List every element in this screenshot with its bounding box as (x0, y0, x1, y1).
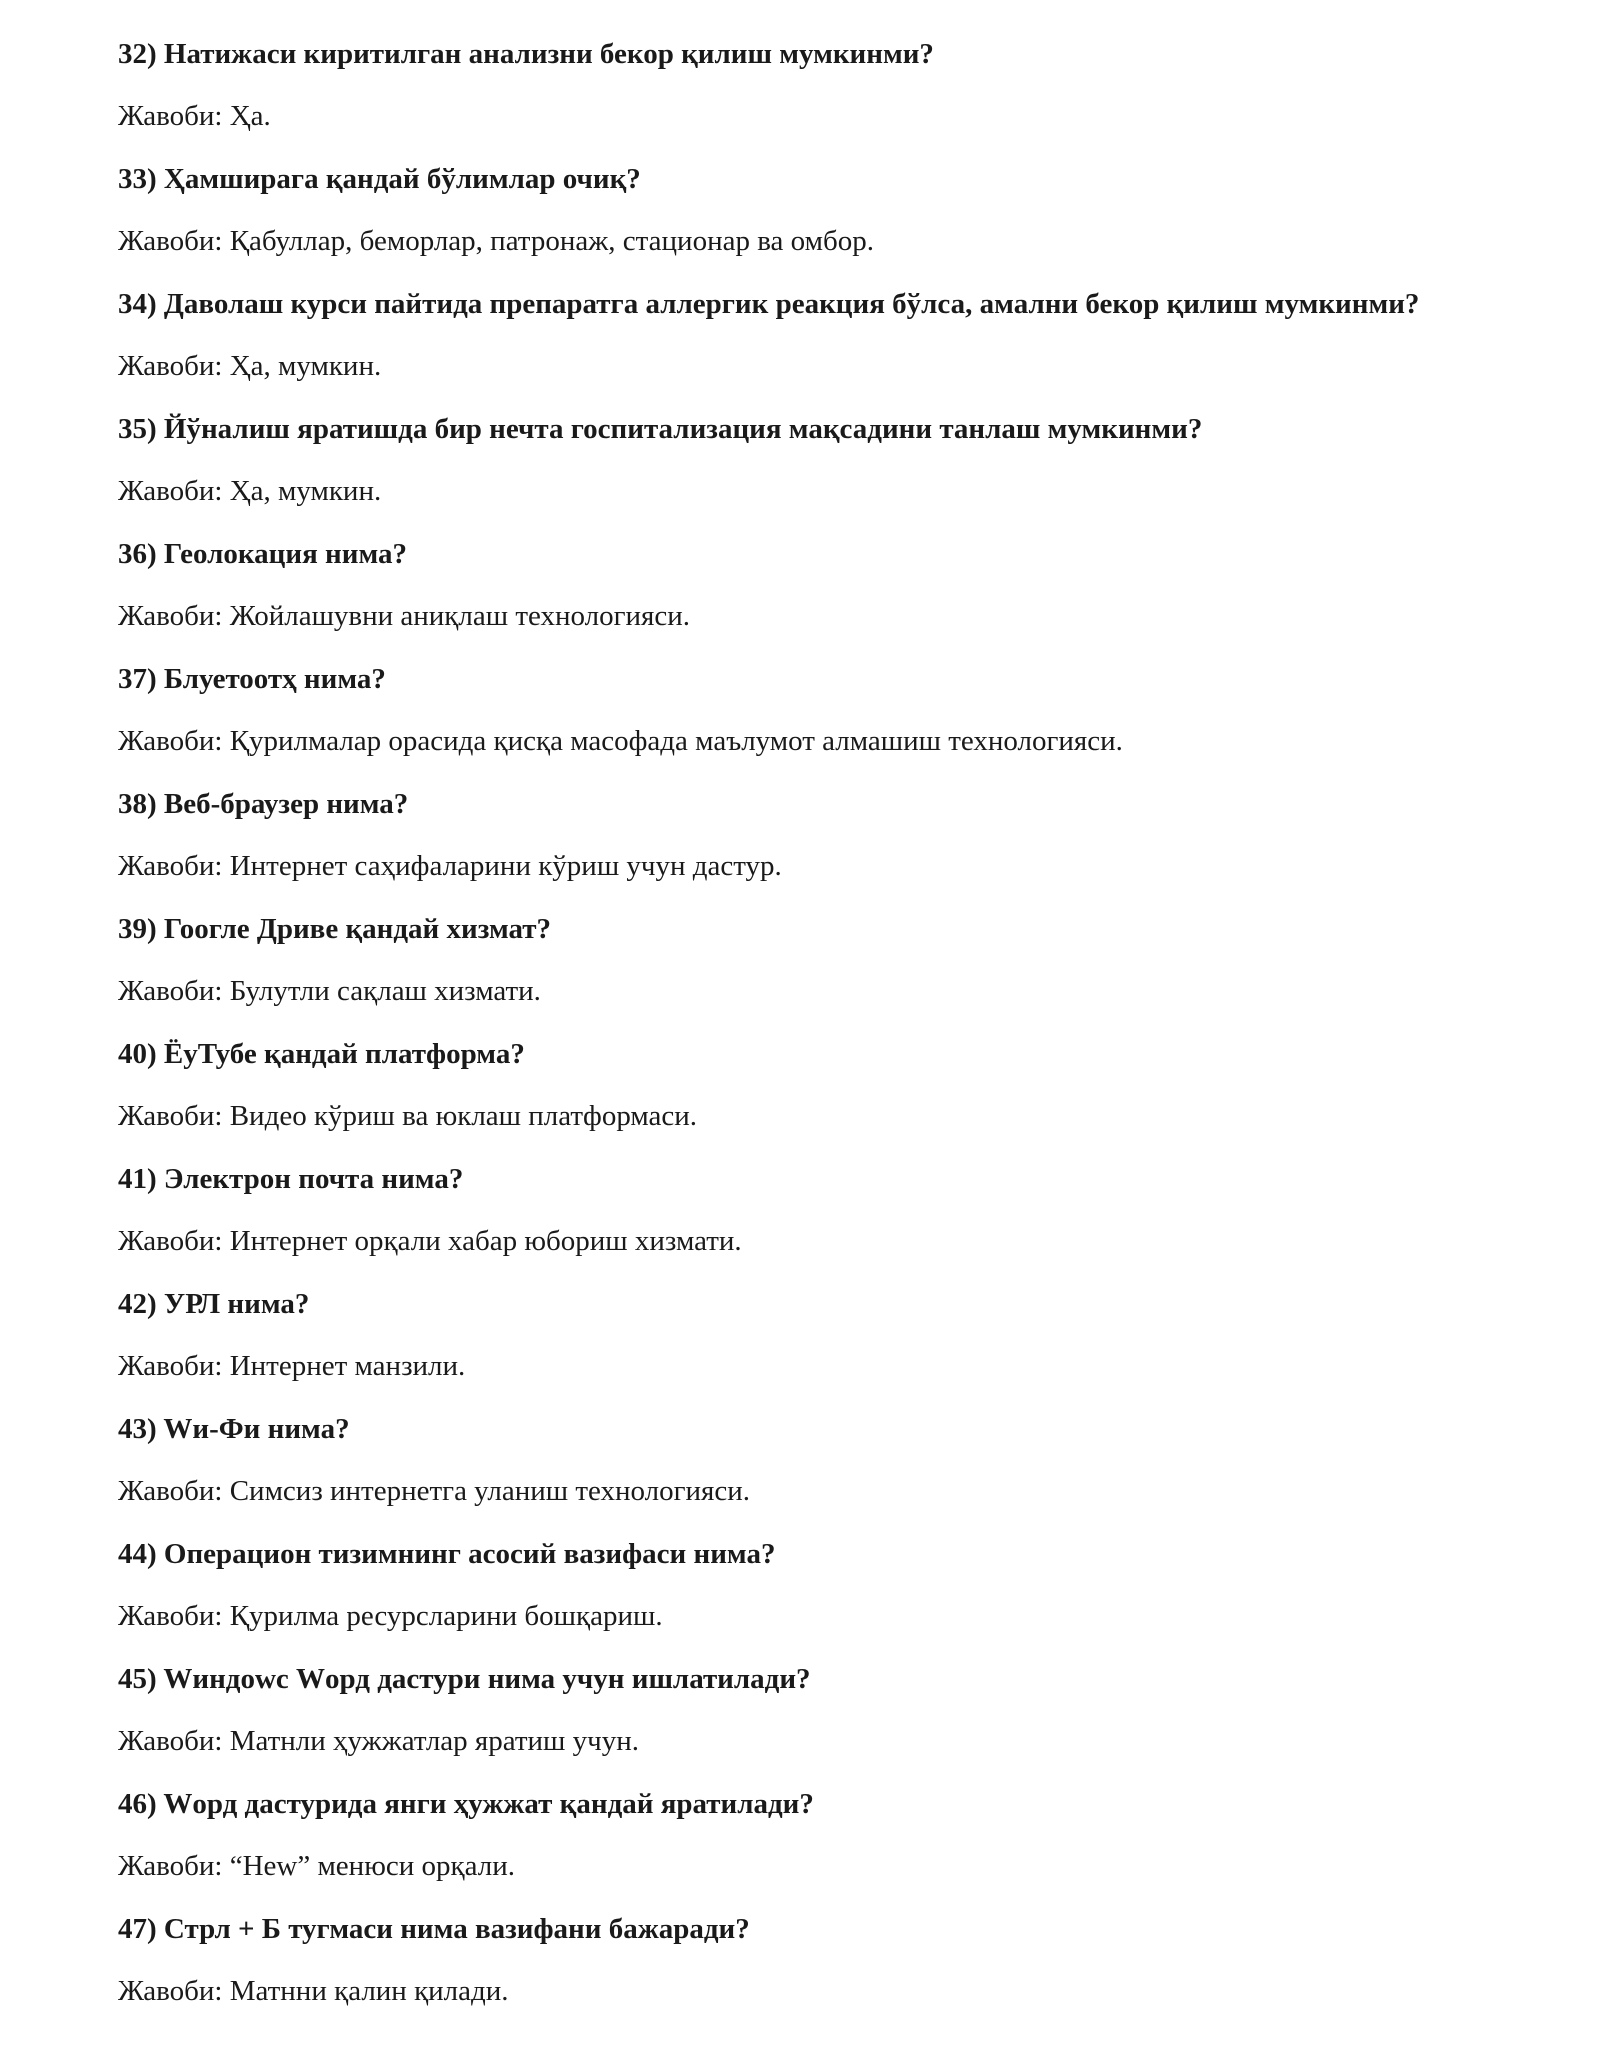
answer-38: Жавоби: Интернет саҳифаларини кўриш учун дастур. (118, 850, 782, 882)
question-33: 33) Ҳамширага қандай бўлимлар очиқ? (118, 163, 641, 195)
question-41: 41) Электрон почта нима? (118, 1163, 464, 1195)
qa-item-38 (118, 784, 1568, 909)
qa-item-34 (118, 284, 1568, 409)
qa-item-40 (118, 1034, 1568, 1159)
question-43: 43) Wи-Фи нима? (118, 1413, 350, 1445)
question-37: 37) Блуетоотҳ нима? (118, 663, 386, 695)
qa-item-46 (118, 1784, 1568, 1909)
question-44: 44) Операцион тизимнинг асосий вазифаси нима? (118, 1538, 776, 1570)
answer-44: Жавоби: Қурилма ресурсларини бошқариш. (118, 1600, 663, 1632)
question-38: 38) Веб-браузер нима? (118, 788, 409, 820)
question-47: 47) Стрл + Б тугмаси нима вазифани бажаради? (118, 1913, 750, 1945)
question-40: 40) ЁуТубе қандай платформа? (118, 1038, 525, 1070)
qa-item-43 (118, 1409, 1568, 1534)
question-39: 39) Гоогле Дриве қандай хизмат? (118, 913, 552, 945)
qa-item-41 (118, 1159, 1568, 1284)
answer-42: Жавоби: Интернет манзили. (118, 1350, 466, 1382)
qa-item-37 (118, 659, 1568, 784)
answer-33: Жавоби: Қабуллар, беморлар, патронаж, стационар ва омбор. (118, 225, 874, 257)
qa-list (118, 34, 1568, 2034)
answer-35: Жавоби: Ҳа, мумкин. (118, 475, 382, 507)
answer-45: Жавоби: Матнли ҳужжатлар яратиш учун. (118, 1725, 639, 1757)
question-35: 35) Йўналиш яратишда бир нечта госпитализация мақсадини танлаш мумкинми? (118, 413, 1203, 445)
question-32: 32) Натижаси киритилган анализни бекор қилиш мумкинми? (118, 38, 934, 70)
answer-37: Жавоби: Қурилмалар орасида қисқа масофада маълумот алмашиш технологияси. (118, 725, 1123, 757)
qa-item-33 (118, 159, 1568, 284)
question-36: 36) Геолокация нима? (118, 538, 408, 570)
qa-item-47 (118, 1909, 1568, 2034)
qa-item-42 (118, 1284, 1568, 1409)
question-42: 42) УРЛ нима? (118, 1288, 310, 1320)
qa-item-35 (118, 409, 1568, 534)
answer-32: Жавоби: Ҳа. (118, 100, 271, 132)
qa-item-32 (118, 34, 1568, 159)
qa-item-39 (118, 909, 1568, 1034)
answer-36: Жавоби: Жойлашувни аниқлаш технологияси. (118, 600, 690, 632)
answer-34: Жавоби: Ҳа, мумкин. (118, 350, 382, 382)
qa-item-45 (118, 1659, 1568, 1784)
qa-item-44 (118, 1534, 1568, 1659)
answer-46: Жавоби: “Неw” менюси орқали. (118, 1850, 515, 1882)
question-45: 45) Wиндоwс Wорд дастури нима учун ишлатилади? (118, 1663, 811, 1695)
answer-47: Жавоби: Матнни қалин қилади. (118, 1975, 509, 2007)
answer-39: Жавоби: Булутли сақлаш хизмати. (118, 975, 541, 1007)
answer-41: Жавоби: Интернет орқали хабар юбориш хизмати. (118, 1225, 742, 1257)
answer-43: Жавоби: Симсиз интернетга уланиш технологияси. (118, 1475, 751, 1507)
answer-40: Жавоби: Видео кўриш ва юклаш платформаси. (118, 1100, 698, 1132)
question-46: 46) Wорд дастурида янги ҳужжат қандай яратилади? (118, 1788, 814, 1820)
question-34: 34) Даволаш курси пайтида препаратга аллергик реакция бўлса, амални бекор қилиш мумкинми? (118, 288, 1420, 320)
qa-item-36 (118, 534, 1568, 659)
